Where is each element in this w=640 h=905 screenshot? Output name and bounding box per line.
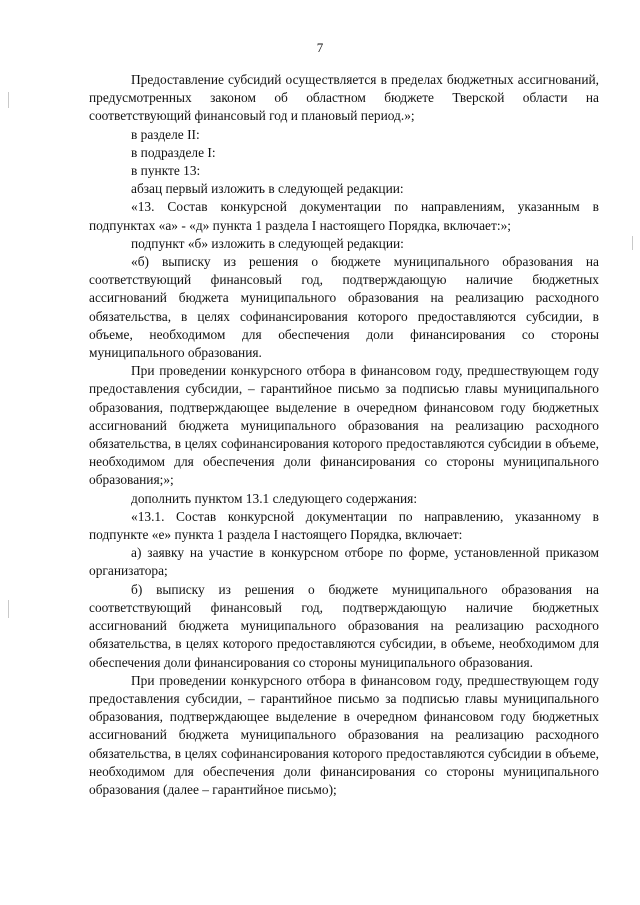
paragraph-guarantee-letter: При проведении конкурсного отбора в финансовом году, предшествующем году предоставления субсидии, – гарантийное письмо за подписью главы муниципального образования, подтверждающее выделение в очередном финансовом году бюджетных ассигнований бюджета муниципального образования на реализацию расходного обязательства, в целях софинансирования которого предоставляются субсидии в объеме, необходимом для обеспечения доли финансирования со стороны муниципального образования;»; <box>89 363 599 488</box>
paragraph-section-ii: в разделе II: <box>131 126 200 142</box>
paragraph-add-item-13-1: дополнить пунктом 13.1 следующего содержания: <box>131 490 418 506</box>
left-margin-mark <box>8 600 9 618</box>
page-number: 7 <box>316 40 324 55</box>
paragraph-guarantee-letter-2: При проведении конкурсного отбора в финансовом году, предшествующем году предоставления субсидии, – гарантийное письмо за подписью главы муниципального образования, подтверждающее выделение в очередном финансовом году бюджетных ассигнований бюджета муниципального образования на реализацию расходного обязательства, в целях софинансирования которого предоставляются субсидии в объеме, необходимом для обеспечения доли финансирования со стороны муниципального образования (далее – гарантийное письмо); <box>89 672 599 797</box>
paragraph-item-13: в пункте 13: <box>131 163 201 179</box>
paragraph-subitem-b: б) выписку из решения о бюджете муниципального образования на соответствующий финансовый год, подтверждающую наличие бюджетных ассигнований бюджета муниципального образования на реализацию расходного обязательства, в целях которого предоставляются субсидии, в объеме, необходимом для обеспечения доли финансирования со стороны муниципального образования. <box>89 581 599 670</box>
paragraph-first-para-amendment: абзац первый изложить в следующей редакции: <box>131 181 404 197</box>
paragraph-subitem-b-amendment: подпункт «б» изложить в следующей редакции: <box>131 235 404 251</box>
paragraph-funding-limits: Предоставление субсидий осуществляется в пределах бюджетных ассигнований, предусмотренных законом об областном бюджете Тверской области на соответствующий финансовый год и плановый период.»; <box>89 72 599 124</box>
document-body <box>89 71 599 799</box>
paragraph-item-13-1-text: «13.1. Состав конкурсной документации по направлению, указанному в подпункте «е» пункта 1 раздела I настоящего Порядка, включает: <box>89 508 599 543</box>
paragraph-subitem-b-text: «б) выписку из решения о бюджете муниципального образования на соответствующий финансовый год, подтверждающую наличие бюджетных ассигнований бюджета муниципального образования на реализацию расходного обязательства, в целях софинансирования которого предоставляются субсидии, в объеме, необходимом для обеспечения доли финансирования со стороны муниципального образования. <box>89 254 599 361</box>
paragraph-subsection-i: в подразделе I: <box>131 144 216 160</box>
paragraph-subitem-a: а) заявку на участие в конкурсном отборе по форме, установленной приказом организатора; <box>89 545 599 579</box>
paragraph-item-13-text: «13. Состав конкурсной документации по направлениям, указанным в подпунктах «а» - «д» пункта 1 раздела I настоящего Порядка, включает:»; <box>89 199 599 233</box>
left-margin-mark <box>8 92 9 108</box>
right-margin-mark <box>632 236 633 250</box>
